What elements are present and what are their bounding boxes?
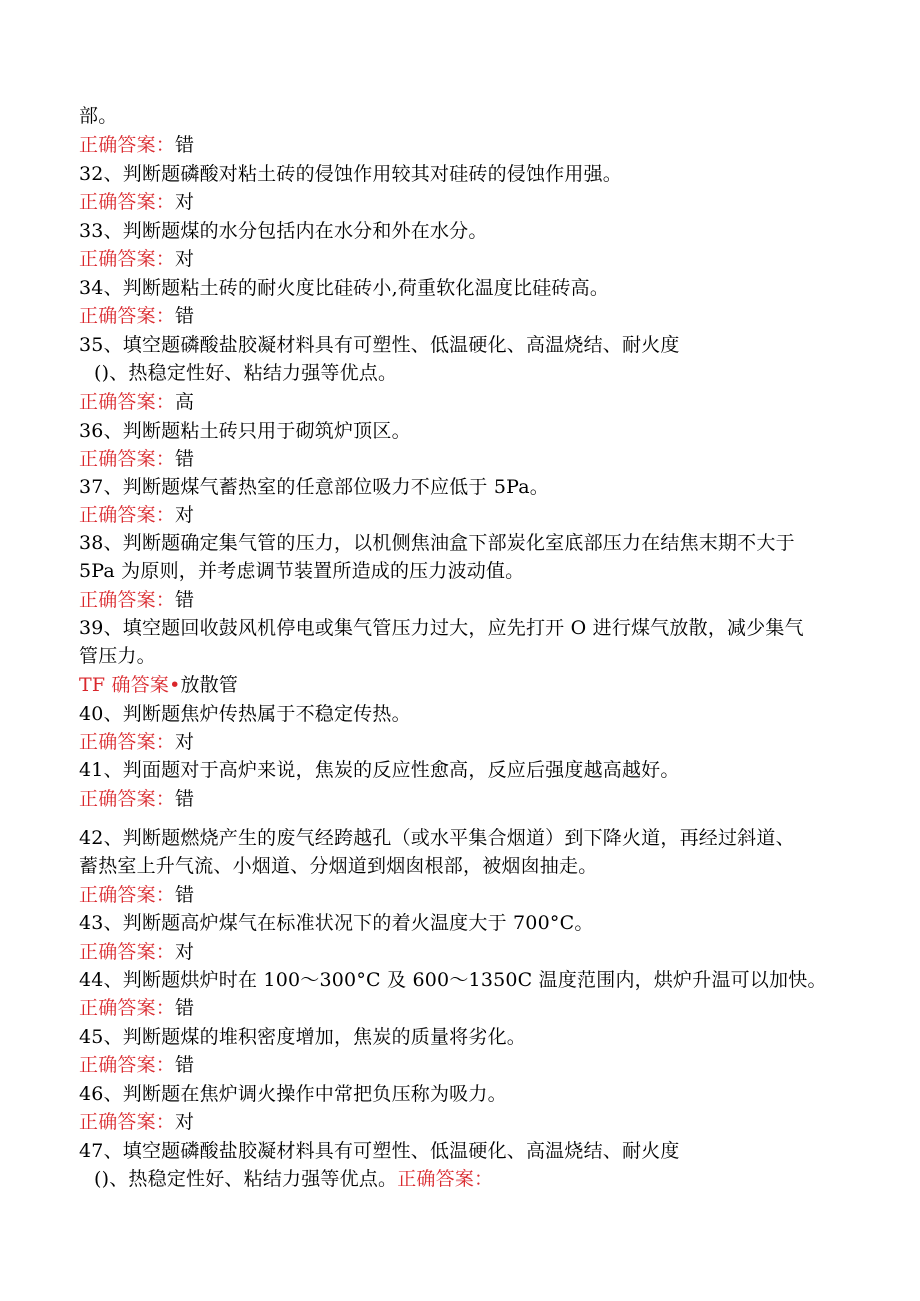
answer-line [79, 389, 839, 415]
question-43: 43、判断题高炉煤气在标准状况下的着火温度大于 700°C。 [79, 912, 594, 934]
answer-value: 对 [175, 504, 195, 526]
answer-label: 正确答案： [79, 941, 176, 963]
answer-value: 对 [175, 248, 195, 270]
question-37: 37、判断题煤气蓄热室的任意部位吸力不应低于 5Pa。 [79, 476, 549, 498]
answer-label: 正确答案： [79, 731, 176, 753]
answer-line [79, 786, 839, 812]
answer-label: 正确答案： [79, 1054, 176, 1076]
question-33: 33、判断题煤的水分包括内在水分和外在水分。 [79, 220, 488, 242]
answer-value: 错 [175, 788, 195, 810]
question-39-cont: 管压力。 [79, 645, 156, 667]
answer-label: TF 确答案• [79, 674, 181, 696]
question-text-line: 部。 [79, 105, 118, 127]
question-34: 34、判断题粘土砖的耐火度比硅砖小,荷重软化温度比硅砖高。 [79, 277, 610, 299]
answer-line [79, 995, 839, 1021]
answer-value: 高 [175, 391, 195, 413]
answer-label: 正确答案： [79, 191, 176, 213]
answer-line [79, 1052, 839, 1078]
question-47: 47、填空题磷酸盐胶凝材料具有可塑性、低温硬化、高温烧结、耐火度 [79, 1140, 680, 1162]
answer-label: 正确答案： [79, 305, 176, 327]
question-39: 39、填空题回收鼓风机停电或集气管压力过大，应先打开 O 进行煤气放散，减少集气 [79, 617, 804, 639]
question-40: 40、判断题焦炉传热属于不稳定传热。 [79, 703, 411, 725]
answer-label: 正确答案： [397, 1168, 494, 1190]
question-42-cont: 蓄热室上升气流、小烟道、分烟道到烟囱根部，被烟囱抽走。 [79, 855, 598, 877]
answer-value: 错 [175, 589, 195, 611]
answer-line [79, 587, 839, 613]
question-41: 41、判面题对于高炉来说，焦炭的反应性愈高，反应后强度越高越好。 [79, 759, 680, 781]
answer-line [79, 446, 839, 472]
question-32: 32、判断题磷酸对粘土砖的侵蚀作用较其对硅砖的侵蚀作用强。 [79, 163, 622, 185]
question-46: 46、判断题在焦炉调火操作中常把负压称为吸力。 [79, 1083, 507, 1105]
answer-label: 正确答案： [79, 884, 176, 906]
answer-label: 正确答案： [79, 788, 176, 810]
answer-label: 正确答案： [79, 134, 176, 156]
answer-line [79, 729, 839, 755]
question-36: 36、判断题粘土砖只用于砌筑炉顶区。 [79, 420, 411, 442]
answer-value: 错 [175, 884, 195, 906]
answer-label: 正确答案： [79, 1111, 176, 1133]
answer-label: 正确答案： [79, 391, 176, 413]
answer-value: 对 [175, 191, 195, 213]
answer-label: 正确答案： [79, 248, 176, 270]
answer-line [79, 303, 839, 329]
answer-value: 放散管 [180, 674, 239, 696]
answer-line [79, 246, 839, 272]
answer-value: 对 [175, 1111, 195, 1133]
question-47-cont-text: ()、热稳定性好、粘结力强等优点。 [94, 1168, 398, 1190]
answer-value: 对 [175, 941, 195, 963]
answer-value: 错 [175, 997, 195, 1019]
question-44: 44、判断题烘炉时在 100～300°C 及 600～1350C 温度范围内，烘炉升温可以加快。 [79, 969, 827, 991]
question-38-cont: 5Pa 为原则，并考虑调节装置所造成的压力波动值。 [79, 560, 525, 582]
answer-value: 错 [175, 134, 195, 156]
answer-value: 错 [175, 1054, 195, 1076]
question-42: 42、判断题燃烧产生的废气经跨越孔（或水平集合烟道）到下降火道，再经过斜道、 [79, 827, 795, 849]
answer-line [79, 1109, 839, 1135]
answer-value: 错 [175, 305, 195, 327]
question-45: 45、判断题煤的堆积密度增加，焦炭的质量将劣化。 [79, 1026, 526, 1048]
answer-label: 正确答案： [79, 589, 176, 611]
answer-label: 正确答案： [79, 997, 176, 1019]
answer-line [79, 132, 839, 158]
answer-line [79, 939, 839, 965]
answer-label: 正确答案： [79, 504, 176, 526]
question-35-cont: ()、热稳定性好、粘结力强等优点。 [94, 362, 398, 384]
answer-line [79, 882, 839, 908]
answer-line [79, 502, 839, 528]
answer-line [79, 672, 839, 698]
answer-value: 错 [175, 448, 195, 470]
answer-value: 对 [175, 731, 195, 753]
answer-label: 正确答案： [79, 448, 176, 470]
question-47-cont [94, 1166, 854, 1192]
question-35: 35、填空题磷酸盐胶凝材料具有可塑性、低温硬化、高温烧结、耐火度 [79, 334, 680, 356]
question-38: 38、判断题确定集气管的压力，以机侧焦油盒下部炭化室底部压力在结焦末期不大于 [79, 532, 795, 554]
answer-line [79, 189, 839, 215]
